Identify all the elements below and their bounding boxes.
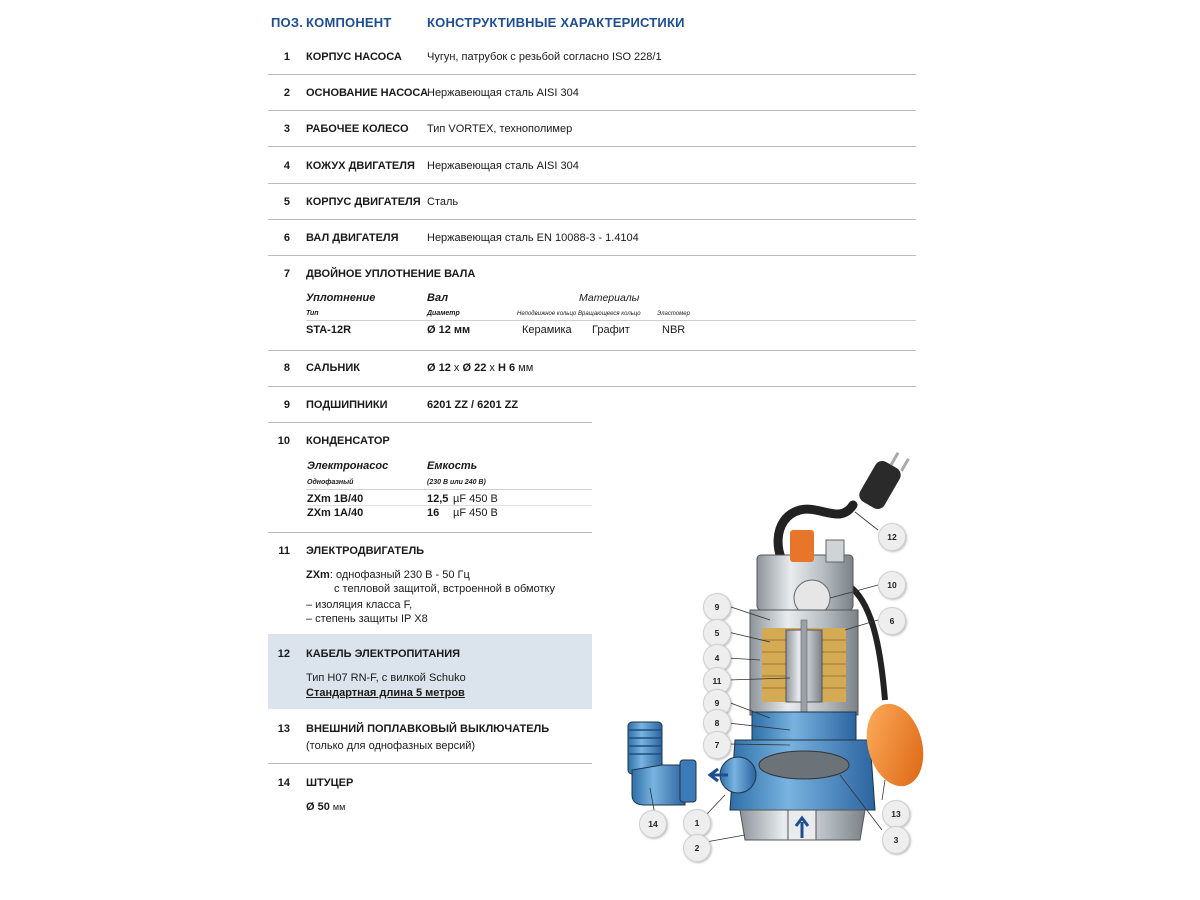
header-pos: ПОЗ. <box>271 15 304 30</box>
row-name: ШТУЦЕР <box>306 777 354 789</box>
row-name: САЛЬНИК <box>306 362 360 374</box>
header-component: КОМПОНЕНТ <box>306 15 392 30</box>
row-number: 12 <box>277 648 290 660</box>
seal-diameter-value: Ø 12 мм <box>427 324 471 336</box>
row-name: ВАЛ ДВИГАТЕЛЯ <box>306 232 399 244</box>
callout-12: 12 <box>878 523 906 551</box>
seal-elastomer-value: NBR <box>662 324 686 336</box>
divider <box>268 350 916 351</box>
row-number: 5 <box>283 196 290 208</box>
gland-d1: Ø 12 <box>427 362 451 374</box>
row-name: КОЖУХ ДВИГАТЕЛЯ <box>306 160 415 172</box>
gland-value <box>427 362 533 374</box>
row-number: 1 <box>283 51 290 63</box>
divider <box>268 255 916 256</box>
divider <box>268 422 592 423</box>
seal-type-value: STA-12R <box>306 324 352 336</box>
cable-line-1: Тип H07 RN-F, с вилкой Schuko <box>306 672 466 684</box>
gland-d2: Ø 22 <box>462 362 487 374</box>
row-number: 7 <box>283 268 290 280</box>
motor-line-1 <box>306 569 470 581</box>
row-number: 8 <box>283 362 290 374</box>
cap-table-rule <box>306 505 592 506</box>
callout-14: 14 <box>639 810 667 838</box>
divider <box>268 386 916 387</box>
motor-model: ZXm <box>306 569 330 581</box>
row-name: КОРПУС НАСОСА <box>306 51 402 63</box>
callout-9b: 9 <box>703 689 731 717</box>
seal-header-seal: Уплотнение <box>306 292 376 304</box>
seal-sub-elastomer: Эластомер <box>657 311 690 317</box>
motor-line-3: – изоляция класса F, <box>306 599 413 611</box>
row-number: 14 <box>277 777 290 789</box>
row-number: 6 <box>283 232 290 244</box>
row-number: 2 <box>283 87 290 99</box>
row-number: 11 <box>278 545 290 557</box>
row-name: КАБЕЛЬ ЭЛЕКТРОПИТАНИЯ <box>306 648 461 660</box>
divider <box>268 763 592 764</box>
callout-4: 4 <box>703 644 731 672</box>
row-value: Нержавеющая сталь AISI 304 <box>427 87 579 99</box>
cap-header-capacity: Емкость <box>427 460 478 472</box>
cap-model: ZXm 1B/40 <box>307 493 364 505</box>
motor-line-2: с тепловой защитой, встроенной в обмотку <box>334 583 555 595</box>
motor-line-4: – степень защиты IP X8 <box>306 613 428 625</box>
motor-spec: : однофазный 230 В - 50 Гц <box>329 569 470 581</box>
fitting-value <box>306 801 345 813</box>
seal-header-materials: Материалы <box>579 292 640 304</box>
schuko-plug-icon <box>856 452 909 512</box>
callout-2: 2 <box>683 834 711 862</box>
cap-value: 16 <box>427 507 440 519</box>
row-value: Тип VORTEX, технополимер <box>427 123 573 135</box>
seal-sub-rotating: Вращающееся кольцо <box>578 311 641 317</box>
bearings-value: 6201 ZZ / 6201 ZZ <box>427 399 519 411</box>
row-number: 9 <box>283 399 290 411</box>
gland-h: H 6 <box>497 362 516 374</box>
row-name: ПОДШИПНИКИ <box>306 399 388 411</box>
cap-header-pump: Электронасос <box>307 460 389 472</box>
seal-sub-type: Тип <box>306 310 319 317</box>
impeller <box>759 751 849 779</box>
row-number: 10 <box>277 435 290 447</box>
callout-3: 3 <box>882 826 910 854</box>
seal-sub-fixed: Неподвижное кольцо <box>517 311 577 317</box>
divider <box>268 146 916 147</box>
callout-11: 11 <box>703 667 731 695</box>
row-name: ДВОЙНОЕ УПЛОТНЕНИЕ ВАЛА <box>306 268 476 280</box>
seal-sub-diameter: Диаметр <box>427 310 460 317</box>
row-name: ВНЕШНИЙ ПОПЛАВКОВЫЙ ВЫКЛЮЧАТЕЛЬ <box>306 723 550 735</box>
float-line-1: (только для однофазных версий) <box>306 740 476 752</box>
cap-sub-phase: Однофазный <box>307 479 354 486</box>
seal-fixed-value: Керамика <box>522 324 572 336</box>
callout-5: 5 <box>703 619 731 647</box>
divider <box>268 219 916 220</box>
callout-1: 1 <box>683 809 711 837</box>
cable-line-2: Стандартная длина 5 метров <box>306 687 465 699</box>
divider <box>268 183 916 184</box>
callout-6: 6 <box>878 607 906 635</box>
divider <box>268 110 916 111</box>
callout-13: 13 <box>882 800 910 828</box>
callout-8: 8 <box>703 709 731 737</box>
callout-9: 9 <box>703 593 731 621</box>
seal-rotating-value: Графит <box>592 324 630 336</box>
row-number: 4 <box>283 160 290 172</box>
hose-fitting <box>628 722 696 805</box>
fitting-diameter: Ø 50 <box>306 801 330 813</box>
cap-model: ZXm 1A/40 <box>307 507 364 519</box>
callout-10: 10 <box>878 571 906 599</box>
row-number: 13 <box>277 723 290 735</box>
row-name: КОРПУС ДВИГАТЕЛЯ <box>306 196 421 208</box>
cap-value: 12,5 <box>427 493 449 505</box>
divider <box>268 532 592 533</box>
row-number: 3 <box>283 123 290 135</box>
row-name: КОНДЕНСАТОР <box>306 435 390 447</box>
seal-header-shaft: Вал <box>427 292 449 304</box>
row-value: Сталь <box>427 196 459 208</box>
cap-table-rule <box>306 489 592 490</box>
cap-sub-voltage: (230 В или 240 В) <box>427 479 486 486</box>
row-value: Нержавеющая сталь EN 10088-3 - 1.4104 <box>427 232 639 244</box>
callout-7: 7 <box>703 731 731 759</box>
row-value: Нержавеющая сталь AISI 304 <box>427 160 579 172</box>
cap-spec: µF 450 В <box>453 507 498 519</box>
header-characteristics: КОНСТРУКТИВНЫЕ ХАРАКТЕРИСТИКИ <box>427 15 685 30</box>
row-name: ЭЛЕКТРОДВИГАТЕЛЬ <box>306 545 425 557</box>
gland-x2: x <box>489 362 495 374</box>
divider <box>268 74 916 75</box>
gland-x1: x <box>453 362 460 374</box>
cap-spec: µF 450 В <box>453 493 498 505</box>
fitting-unit: мм <box>332 802 346 812</box>
row-value: Чугун, патрубок с резьбой согласно ISO 228/1 <box>427 51 662 63</box>
cable-gland <box>790 530 814 562</box>
row-name: РАБОЧЕЕ КОЛЕСО <box>306 123 409 135</box>
row-name: ОСНОВАНИЕ НАСОСА <box>306 87 429 99</box>
seal-table-rule <box>306 320 916 321</box>
gland-unit: мм <box>518 362 534 374</box>
